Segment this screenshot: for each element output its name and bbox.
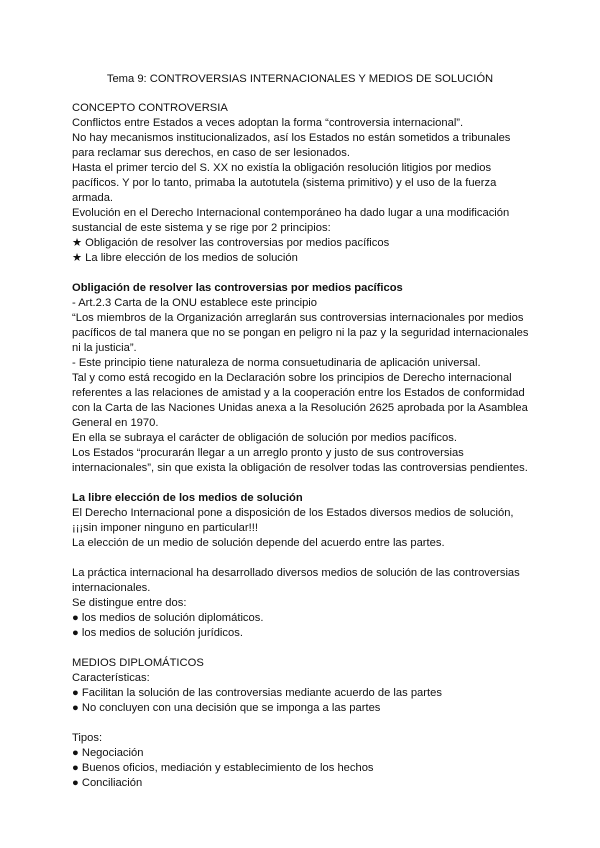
- text-line: ● Facilitan la solución de las controversias mediante acuerdo de las partes: [72, 687, 442, 699]
- text-line: ● Buenos oficios, mediación y establecimiento de los hechos: [72, 762, 374, 774]
- text-line: MEDIOS DIPLOMÁTICOS: [72, 657, 204, 669]
- text-line: CONCEPTO CONTROVERSIA: [72, 102, 228, 114]
- paragraph-gap: [72, 476, 528, 491]
- section-heading: La libre elección de los medios de solución: [72, 492, 303, 504]
- text-line: con la Carta de las Naciones Unidas anexa a la Resolución 2625 aprobada por la Asamblea: [72, 402, 528, 414]
- text-line: “Los miembros de la Organización arreglarán sus controversias internacionales por medios: [72, 312, 524, 324]
- text-line: Evolución en el Derecho Internacional contemporáneo ha dado lugar a una modificación: [72, 207, 510, 219]
- text-line: El Derecho Internacional pone a disposición de los Estados diversos medios de solución,: [72, 507, 514, 519]
- text-line: La práctica internacional ha desarrollado diversos medios de solución de las controversias: [72, 567, 520, 579]
- text-line: ● los medios de solución diplomáticos.: [72, 612, 264, 624]
- paragraph-gap: [72, 716, 528, 731]
- text-line: General en 1970.: [72, 417, 159, 429]
- text-line: para reclamar sus derechos, en caso de ser lesionados.: [72, 147, 350, 159]
- text-line: referentes a las relaciones de amistad y a la cooperación entre los Estados de conformidad: [72, 387, 525, 399]
- text-line: armada.: [72, 192, 114, 204]
- text-line: Los Estados “procurarán llegar a un arreglo pronto y justo de sus controversias: [72, 447, 464, 459]
- text-line: ● Negociación: [72, 747, 144, 759]
- paragraph-gap: [72, 266, 528, 281]
- document-title: Tema 9: CONTROVERSIAS INTERNACIONALES Y MEDIOS DE SOLUCIÓN: [106, 73, 494, 85]
- text-line: ● Conciliación: [72, 777, 143, 789]
- paragraph-gap: [72, 551, 528, 566]
- text-line: ★ Obligación de resolver las controversias por medios pacíficos: [72, 237, 390, 249]
- text-line: sustancial de este sistema y se rige por 2 principios:: [72, 222, 331, 234]
- text-line: - Este principio tiene naturaleza de norma consuetudinaria de aplicación universal.: [72, 357, 481, 369]
- text-line: ★ La libre elección de los medios de solución: [72, 252, 298, 264]
- text-line: Tipos:: [72, 732, 103, 744]
- text-line: Hasta el primer tercio del S. XX no existía la obligación resolución litigios por medios: [72, 162, 492, 174]
- text-line: Características:: [72, 672, 150, 684]
- document-body: [72, 101, 528, 791]
- text-line: Tal y como está recogido en la Declaración sobre los principios de Derecho internacional: [72, 372, 512, 384]
- text-line: No hay mecanismos institucionalizados, así los Estados no están sometidos a tribunales: [72, 132, 511, 144]
- text-line: En ella se subraya el carácter de obligación de solución por medios pacíficos.: [72, 432, 457, 444]
- text-line: La elección de un medio de solución depende del acuerdo entre las partes.: [72, 537, 445, 549]
- text-line: Conflictos entre Estados a veces adoptan la forma “controversia internacional”.: [72, 117, 464, 129]
- text-line: internacionales.: [72, 582, 151, 594]
- text-line: ¡¡¡sin imponer ninguno en particular!!!: [72, 522, 258, 534]
- paragraph-gap: [72, 641, 528, 656]
- text-line: Se distingue entre dos:: [72, 597, 187, 609]
- text-line: ● No concluyen con una decisión que se imponga a las partes: [72, 702, 381, 714]
- section-heading: Obligación de resolver las controversias por medios pacíficos: [72, 282, 403, 294]
- text-line: pacíficos de tal manera que no se pongan en peligro ni la paz y la seguridad internacionales: [72, 327, 529, 339]
- text-line: - Art.2.3 Carta de la ONU establece este principio: [72, 297, 317, 309]
- text-line: internacionales”, sin que exista la obligación de resolver todas las controversias pendientes.: [72, 462, 528, 474]
- text-line: pacíficos. Y por lo tanto, primaba la autotutela (sistema primitivo) y el uso de la fuerza: [72, 177, 497, 189]
- text-line: ni la justicia”.: [72, 342, 137, 354]
- text-line: ● los medios de solución jurídicos.: [72, 627, 243, 639]
